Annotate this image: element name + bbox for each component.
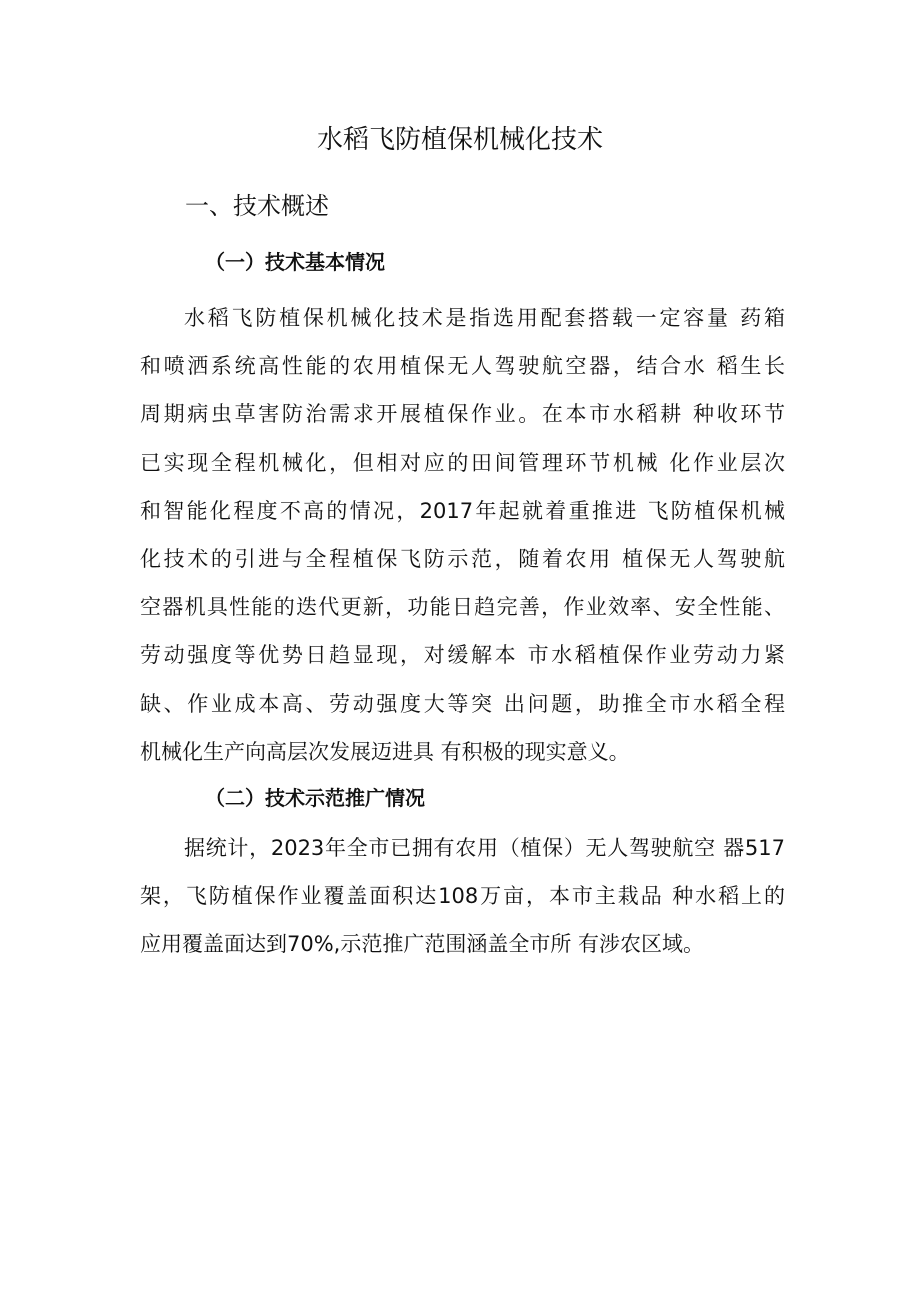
paragraph-line: 水稻飞防植保机械化技术是指选用配套搭载一定容量 药箱 — [184, 306, 785, 330]
paragraph-line: 空器机具性能的迭代更新，功能日趋完善，作业效率、安全性能、 — [140, 595, 785, 620]
paragraph-line: 和智能化程度不高的情况，2017年起就着重推进 飞防植保机械 — [140, 498, 785, 523]
paragraph-line: 缺、作业成本高、劳动强度大等突 出问题，助推全市水稻全程 — [140, 691, 785, 716]
document-title: 水稻飞防植保机械化技术 — [316, 125, 603, 155]
paragraph-line: 架，飞防植保作业覆盖面积达108万亩，本市主栽品 种水稻上的 — [140, 884, 785, 909]
paragraph-line: 劳动强度等优势日趋显现，对缓解本 市水稻植保作业劳动力紧 — [140, 643, 785, 668]
section-heading-overview: 一、技术概述 — [185, 192, 329, 220]
subsection-heading-demo: （二）技术示范推广情况 — [205, 786, 425, 810]
paragraph-line: 应用覆盖面达到70%,示范推广范围涵盖全市所 有涉农区域。 — [140, 932, 705, 957]
paragraph-line: 和喷洒系统高性能的农用植保无人驾驶航空器，结合水 稻生长 — [140, 354, 785, 379]
paragraph-demo-promotion — [140, 824, 785, 969]
paragraph-line: 据统计，2023年全市已拥有农用（植保）无人驾驶航空 器517 — [184, 836, 785, 860]
paragraph-line: 周期病虫草害防治需求开展植保作业。在本市水稻耕 种收环节 — [140, 402, 785, 427]
paragraph-line: 已实现全程机械化，但相对应的田间管理环节机械 化作业层次 — [140, 450, 785, 475]
subsection-heading-basic: （一）技术基本情况 — [205, 250, 385, 274]
paragraph-line: 化技术的引进与全程植保飞防示范，随着农用 植保无人驾驶航 — [140, 546, 785, 571]
paragraph-basic-situation — [140, 294, 785, 776]
paragraph-line: 机械化生产向高层次发展迈进具 有积极的现实意义。 — [140, 739, 630, 764]
